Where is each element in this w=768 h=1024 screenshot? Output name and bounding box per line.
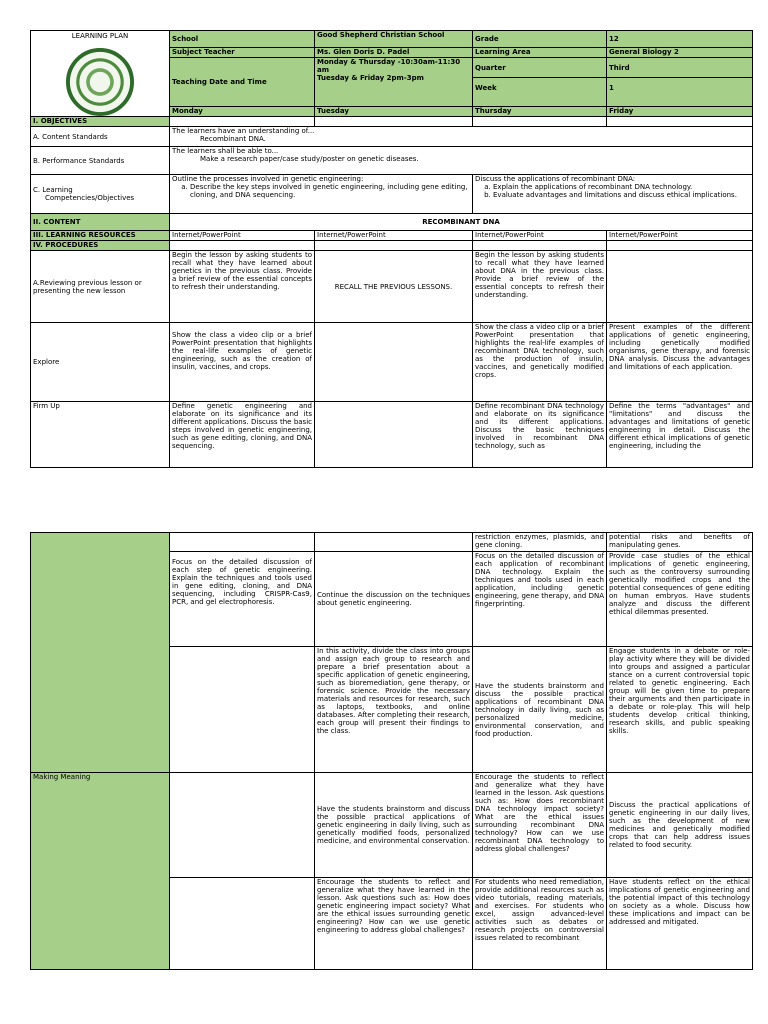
school-value: Good Shepherd Christian School — [315, 31, 473, 48]
objectives-heading: I. OBJECTIVES — [31, 117, 170, 127]
learning-plan-table-continued — [30, 532, 753, 970]
learning-plan-page-1 — [30, 30, 752, 468]
explore-thursday: Show the class a video clip or a brief PowerPoint presentation that highlights the real-life examples of recombinant DNA technology, such as the production of insulin, vaccines, and genetically modified crops. — [473, 323, 607, 402]
activity-tuesday: In this activity, divide the class into groups and assign each group to research and prepare a brief presentation about a specific application of genetic engineering, such as bioremediation, gene therapy, or forensic science. Provide the necessary materials and resources for research, such as laptops, textbooks, and online databases. After completing their research, each group will present their findings to the class. — [315, 647, 473, 773]
firm-up-thursday: Define recombinant DNA technology and elaborate on its significance and its different applications. Discuss the basic techniques involved in recombinant DNA technology, such as — [473, 402, 607, 468]
learning-plan-table — [30, 30, 753, 468]
grade-label: Grade — [473, 31, 607, 48]
date-label: Teaching Date and Time — [170, 58, 315, 107]
competencies-right-intro: Discuss the applications of recombinant DNA: — [475, 175, 636, 183]
review-thursday: Begin the lesson by asking students to recall what they have learned about DNA in the previous class. Provide a brief review of the essential concepts to refresh their understanding. — [473, 251, 607, 323]
competencies-label-line-1: C. Learning — [33, 186, 73, 194]
making-meaning-label: Making Meaning — [31, 773, 170, 970]
detail-tuesday: Continue the discussion on the techniques about genetic engineering. — [315, 552, 473, 647]
detail-monday: Focus on the detailed discussion of each step of genetic engineering. Explain the techniques and tools used in gene editing, cloning, and DNA sequencing, including CRISPR-Cas9, PCR, and gel electrophoresis. — [170, 552, 315, 647]
performance-standards-intro: The learners shall be able to... — [172, 147, 279, 155]
teacher-value: Ms. Glen Doris D. Padel — [315, 48, 473, 58]
activity-thursday: Have the students brainstorm and discuss the possible practical applications of recombinant DNA technology in daily living, such as personalized medicine, environmental conservation, and food production. — [473, 647, 607, 773]
competencies-left-intro: Outline the processes involved in genetic engineering: — [172, 175, 364, 183]
firm-up-monday: Define genetic engineering and elaborate on its significance and its different applications. Discuss the basic steps involved in genetic engineering, such as gene editing, cloning, and DNA sequencing. — [170, 402, 315, 468]
competencies-left — [170, 175, 473, 214]
competencies-right — [473, 175, 753, 214]
performance-standards-label: B. Performance Standards — [31, 147, 170, 175]
performance-standards-value — [170, 147, 753, 175]
review-tuesday: RECALL THE PREVIOUS LESSONS. — [315, 251, 473, 323]
firm-up-friday: Define the terms "advantages" and "limitations" and discuss the advantages and limitations of genetic engineering in detail. Discuss the different ethical implications of genetic engineering, including the — [607, 402, 753, 468]
reflect-thursday: For students who need remediation, provide additional resources such as video tutorials, reading materials, and exercises. For students who excel, assign advanced-level activities such as debates or research projects on controversial issues related to recombinant — [473, 878, 607, 970]
explore-label: Explore — [31, 323, 170, 402]
firm-up-label: Firm Up — [31, 402, 170, 468]
resource-monday: Internet/PowerPoint — [170, 231, 315, 241]
performance-standards-detail: Make a research paper/case study/poster on genetic diseases. — [200, 155, 419, 163]
day-monday: Monday — [170, 107, 315, 117]
detail-friday: Provide case studies of the ethical implications of genetic engineering, such as the controversy surrounding genetically modified crops and the potential consequences of gene editing on human embryos. Have students analyze and discuss the different ethical dilemmas presented. — [607, 552, 753, 647]
teacher-label: Subject Teacher — [170, 48, 315, 58]
content-heading: II. CONTENT — [31, 214, 170, 231]
reflect-friday: Have students reflect on the ethical implications of genetic engineering and the potential impact of this technology on society as a whole. Discuss how these implications and impact can be addressed and mitigated. — [607, 878, 753, 970]
grade-value: 12 — [607, 31, 753, 48]
resource-tuesday: Internet/PowerPoint — [315, 231, 473, 241]
procedures-heading: IV. PROCEDURES — [31, 241, 170, 251]
competencies-label — [31, 175, 170, 214]
making-meaning-tuesday: Have the students brainstorm and discuss the possible practical applications of genetic engineering in daily living, such as genetically modified foods, personalized medicine, and environmental conservation. — [315, 773, 473, 878]
date-value-line-2: Tuesday & Friday 2pm-3pm — [317, 74, 424, 82]
firm-up-friday-cont: potential risks and benefits of manipulating genes. — [607, 533, 753, 552]
day-thursday: Thursday — [473, 107, 607, 117]
quarter-label: Quarter — [473, 58, 607, 78]
competencies-left-item-a: a. Describe the key steps involved in genetic engineering, including gene editing, cloning, and DNA sequencing. — [190, 183, 470, 199]
area-value: General Biology 2 — [607, 48, 753, 58]
detail-thursday: Focus on the detailed discussion of each application of recombinant DNA technology. Explain the techniques and tools used in each application, including genetic engineering, gene therapy, and DNA fingerprinting. — [473, 552, 607, 647]
review-monday: Begin the lesson by asking students to recall what they have learned about genetics in the previous class. Provide a brief review of the essential concepts to refresh their understanding. — [170, 251, 315, 323]
content-standards-label: A. Content Standards — [31, 127, 170, 147]
content-standards-detail: Recombinant DNA. — [200, 135, 266, 143]
content-standards-value — [170, 127, 753, 147]
making-meaning-friday: Discuss the practical applications of genetic engineering in our daily lives, such as the development of new medicines and genetically modified crops that can help address issues related to food security. — [607, 773, 753, 878]
day-friday: Friday — [607, 107, 753, 117]
week-value: 1 — [607, 78, 753, 107]
competencies-right-item-a: a. Explain the applications of recombinant DNA technology. — [493, 183, 750, 191]
explore-monday: Show the class a video clip or a brief PowerPoint presentation that highlights the real-life examples of genetic engineering, such as the creation of insulin, vaccines, and crops. — [170, 323, 315, 402]
explore-friday: Present examples of the different applications of genetic engineering, including genetically modified organisms, gene therapy, and forensic DNA analysis. Discuss the advantages and limitations of each application. — [607, 323, 753, 402]
reflect-tuesday: Encourage the students to reflect and generalize what they have learned in the lesson. Ask questions such as: How does genetic engineering impact society? What are the ethical issues surrounding genetic engineering? How can we use genetic engineering to address global challenges? — [315, 878, 473, 970]
week-label: Week — [473, 78, 607, 107]
resource-friday: Internet/PowerPoint — [607, 231, 753, 241]
content-value: RECOMBINANT DNA — [170, 214, 753, 231]
making-meaning-thursday: Encourage the students to reflect and generalize what they have learned in the lesson. Ask questions such as: How does recombinant DNA technology impact society? What are the ethical issues surrounding recombinant DNA technology? How can we use recombinant DNA technology to address global challenges? — [473, 773, 607, 878]
competencies-right-item-b: b. Evaluate advantages and limitations and discuss ethical implications. — [493, 191, 750, 199]
resources-heading: III. LEARNING RESOURCES — [31, 231, 170, 241]
quarter-value: Third — [607, 58, 753, 78]
learning-plan-page-2 — [30, 532, 752, 970]
resource-thursday: Internet/PowerPoint — [473, 231, 607, 241]
area-label: Learning Area — [473, 48, 607, 58]
plan-title: LEARNING PLAN — [71, 32, 129, 40]
date-value — [315, 58, 473, 107]
competencies-label-line-2: Competencies/Objectives — [45, 194, 135, 202]
school-logo-cell — [31, 31, 170, 117]
school-label: School — [170, 31, 315, 48]
review-label: A.Reviewing previous lesson or presenting the new lesson — [31, 251, 170, 323]
day-tuesday: Tuesday — [315, 107, 473, 117]
school-seal-icon — [66, 48, 134, 116]
firm-up-thursday-cont: restriction enzymes, plasmids, and gene cloning. — [473, 533, 607, 552]
content-standards-intro: The learners have an understanding of... — [172, 127, 315, 135]
date-value-line-1: Monday & Thursday -10:30am-11:30 am — [317, 58, 461, 74]
activity-friday: Engage students in a debate or role-play activity where they will be divided into groups and assigned a particular stance on a current controversial topic related to genetic engineering. Each group will be given time to prepare their arguments and then participate in a debate or role-play. This will help students develop critical thinking, research skills, and public speaking skills. — [607, 647, 753, 773]
